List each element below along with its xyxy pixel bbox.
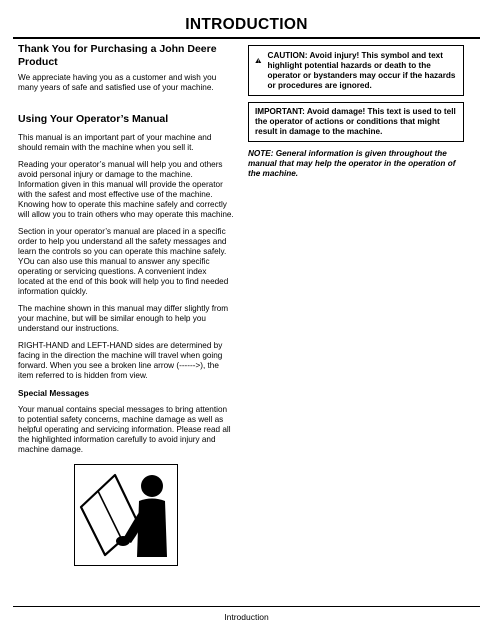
important-text: IMPORTANT: Avoid damage! This text is used to tell the operator of actions or conditions that might result in damage to the machine. bbox=[255, 107, 456, 136]
left-column bbox=[18, 43, 234, 566]
manual-heading: Using Your Operator’s Manual bbox=[18, 113, 169, 125]
manual-paragraph-3: Section in your operator’s manual are placed in a specific order to help you understand all the safety messages and learn the controls so you can operate this machine safely. YOu can also use this manual to answer any specific operating or servicing questions. A convenient index located at the end of this book will help you to find needed information quickly. bbox=[18, 226, 229, 296]
note-text: NOTE: General information is given throughout the manual that may help the operator in the operation of the machine. bbox=[248, 149, 456, 178]
thanks-paragraph: We appreciate having you as a customer and wish you many years of safe and satisfied use of your machine. bbox=[18, 73, 217, 92]
right-column bbox=[248, 45, 464, 179]
important-box bbox=[248, 102, 464, 142]
footer-divider bbox=[13, 606, 480, 607]
manual-paragraph-2: Reading your operator’s manual will help you and others avoid personal injury or damage to the machine. Information given in this manual will provide the operator with the safest and most effective use of the machine. Knowing how to operate this machine safely and correctly will allow you to train others who may operate this machine. bbox=[18, 159, 234, 219]
manual-paragraph-1: This manual is an important part of your machine and should remain with the machine when you sell it. bbox=[18, 132, 212, 152]
page-footer: Introduction bbox=[224, 612, 269, 622]
special-messages-paragraph: Your manual contains special messages to bring attention to potential safety concerns, machine damage as well as helpful operating and servicing information. Please read all the highlighted information carefully to avoid injury and machine damage. bbox=[18, 404, 231, 454]
caution-box bbox=[248, 45, 464, 96]
thanks-heading: Thank You for Purchasing a John Deere Product bbox=[18, 43, 217, 68]
manual-paragraph-5: RIGHT-HAND and LEFT-HAND sides are determined by facing in the direction the machine will travel when going forward. When you see a broken line arrow (------>), the item referred to is hidden from view. bbox=[18, 340, 223, 380]
person-reading-manual-icon bbox=[74, 464, 178, 566]
warning-triangle-icon bbox=[255, 51, 262, 70]
title-divider bbox=[13, 37, 480, 39]
person-reading-manual-drawing bbox=[75, 465, 177, 565]
caution-text: CAUTION: Avoid injury! This symbol and text highlight potential hazards or death to the operator or bystanders may occur if the hazards or procedures are ignored. bbox=[267, 51, 456, 90]
manual-paragraph-4: The machine shown in this manual may differ slightly from your machine, but will be similar enough to help you understand our instructions. bbox=[18, 303, 229, 333]
page-title: INTRODUCTION bbox=[185, 16, 308, 33]
special-messages-heading: Special Messages bbox=[18, 387, 90, 398]
